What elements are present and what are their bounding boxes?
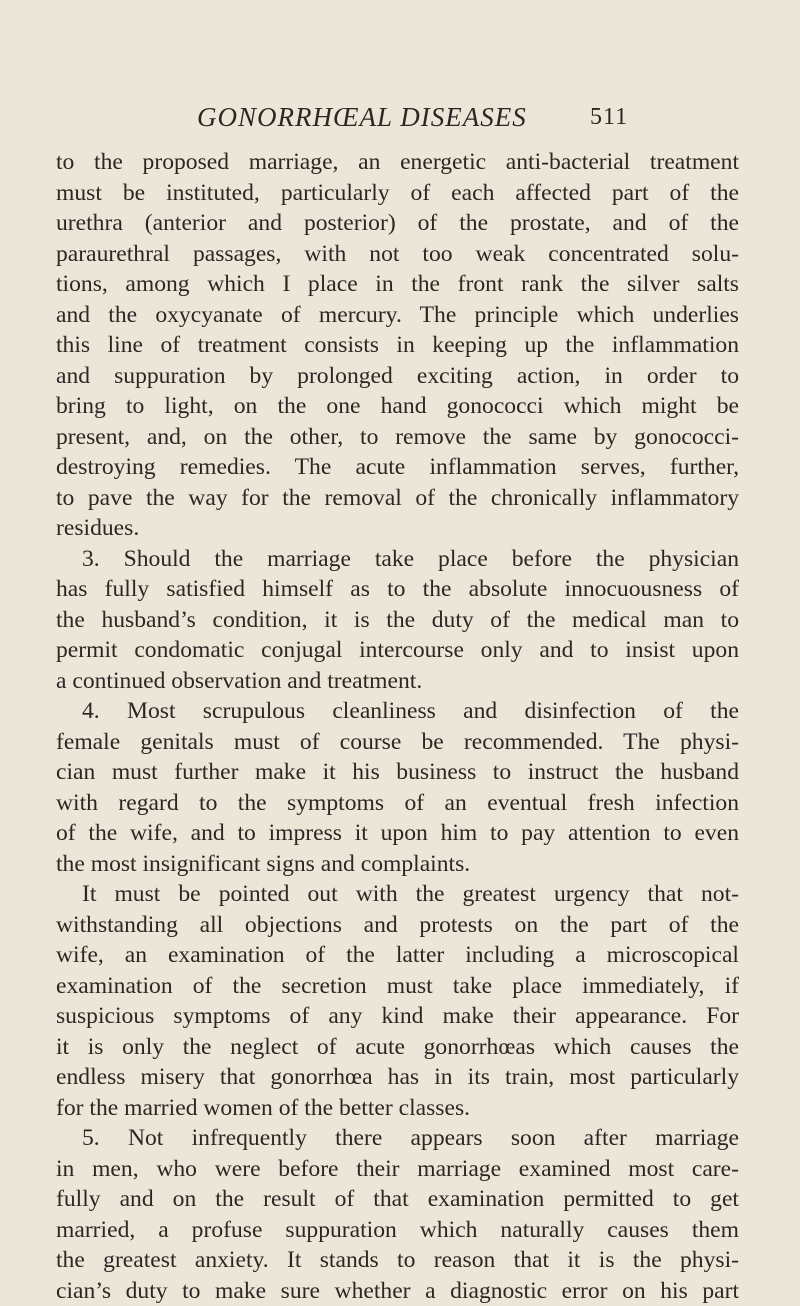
page-number: 511 — [590, 104, 628, 131]
text-line: for the married women of the better classes. — [56, 1093, 739, 1124]
text-line: endless misery that gonorrhœa has in its train, most particularly — [56, 1062, 739, 1093]
text-line: and the oxycyanate of mercury. The principle which underlies — [56, 300, 739, 331]
text-line: examination of the secretion must take place immediately, if — [56, 971, 739, 1002]
text-line: married, a profuse suppuration which naturally causes them — [56, 1215, 739, 1246]
text-line: the most insignificant signs and complaints. — [56, 849, 739, 880]
text-line: it is only the neglect of acute gonorrhœas which causes the — [56, 1032, 739, 1063]
text-line: to pave the way for the removal of the chronically inflammatory — [56, 483, 739, 514]
text-line: of the wife, and to impress it upon him to pay attention to even — [56, 818, 739, 849]
text-line: cian must further make it his business to instruct the husband — [56, 757, 739, 788]
text-line: withstanding all objections and protests on the part of the — [56, 910, 739, 941]
text-line: bring to light, on the one hand gonococci which might be — [56, 391, 739, 422]
text-line: 4. Most scrupulous cleanliness and disinfection of the — [56, 696, 739, 727]
text-line: permit condomatic conjugal intercourse only and to insist upon — [56, 635, 739, 666]
text-line: to the proposed marriage, an energetic anti-bacterial treatment — [56, 147, 739, 178]
text-line: fully and on the result of that examination permitted to get — [56, 1184, 739, 1215]
text-line: in men, who were before their marriage examined most care- — [56, 1154, 739, 1185]
text-line: residues. — [56, 513, 739, 544]
text-line: urethra (anterior and posterior) of the prostate, and of the — [56, 208, 739, 239]
text-line: has fully satisfied himself as to the absolute innocuousness of — [56, 574, 739, 605]
text-line: cian’s duty to make sure whether a diagnostic error on his part — [56, 1276, 739, 1306]
text-line: tions, among which I place in the front rank the silver salts — [56, 269, 739, 300]
text-line: It must be pointed out with the greatest urgency that not- — [56, 879, 739, 910]
running-title: GONORRHŒAL DISEASES — [197, 102, 527, 133]
body-text — [56, 147, 739, 1306]
page-header — [0, 102, 800, 142]
text-line: paraurethral passages, with not too weak concentrated solu- — [56, 239, 739, 270]
text-line: the husband’s condition, it is the duty of the medical man to — [56, 605, 739, 636]
text-line: 5. Not infrequently there appears soon after marriage — [56, 1123, 739, 1154]
text-line: wife, an examination of the latter including a microscopical — [56, 940, 739, 971]
text-line: suspicious symptoms of any kind make their appearance. For — [56, 1001, 739, 1032]
text-line: present, and, on the other, to remove the same by gonococci- — [56, 422, 739, 453]
text-line: this line of treatment consists in keeping up the inflammation — [56, 330, 739, 361]
text-line: the greatest anxiety. It stands to reason that it is the physi- — [56, 1245, 739, 1276]
text-line: with regard to the symptoms of an eventual fresh infection — [56, 788, 739, 819]
text-line: destroying remedies. The acute inflammation serves, further, — [56, 452, 739, 483]
text-line: female genitals must of course be recommended. The physi- — [56, 727, 739, 758]
text-line: a continued observation and treatment. — [56, 666, 739, 697]
text-line: must be instituted, particularly of each affected part of the — [56, 178, 739, 209]
text-line: and suppuration by prolonged exciting action, in order to — [56, 361, 739, 392]
text-line: 3. Should the marriage take place before the physician — [56, 544, 739, 575]
